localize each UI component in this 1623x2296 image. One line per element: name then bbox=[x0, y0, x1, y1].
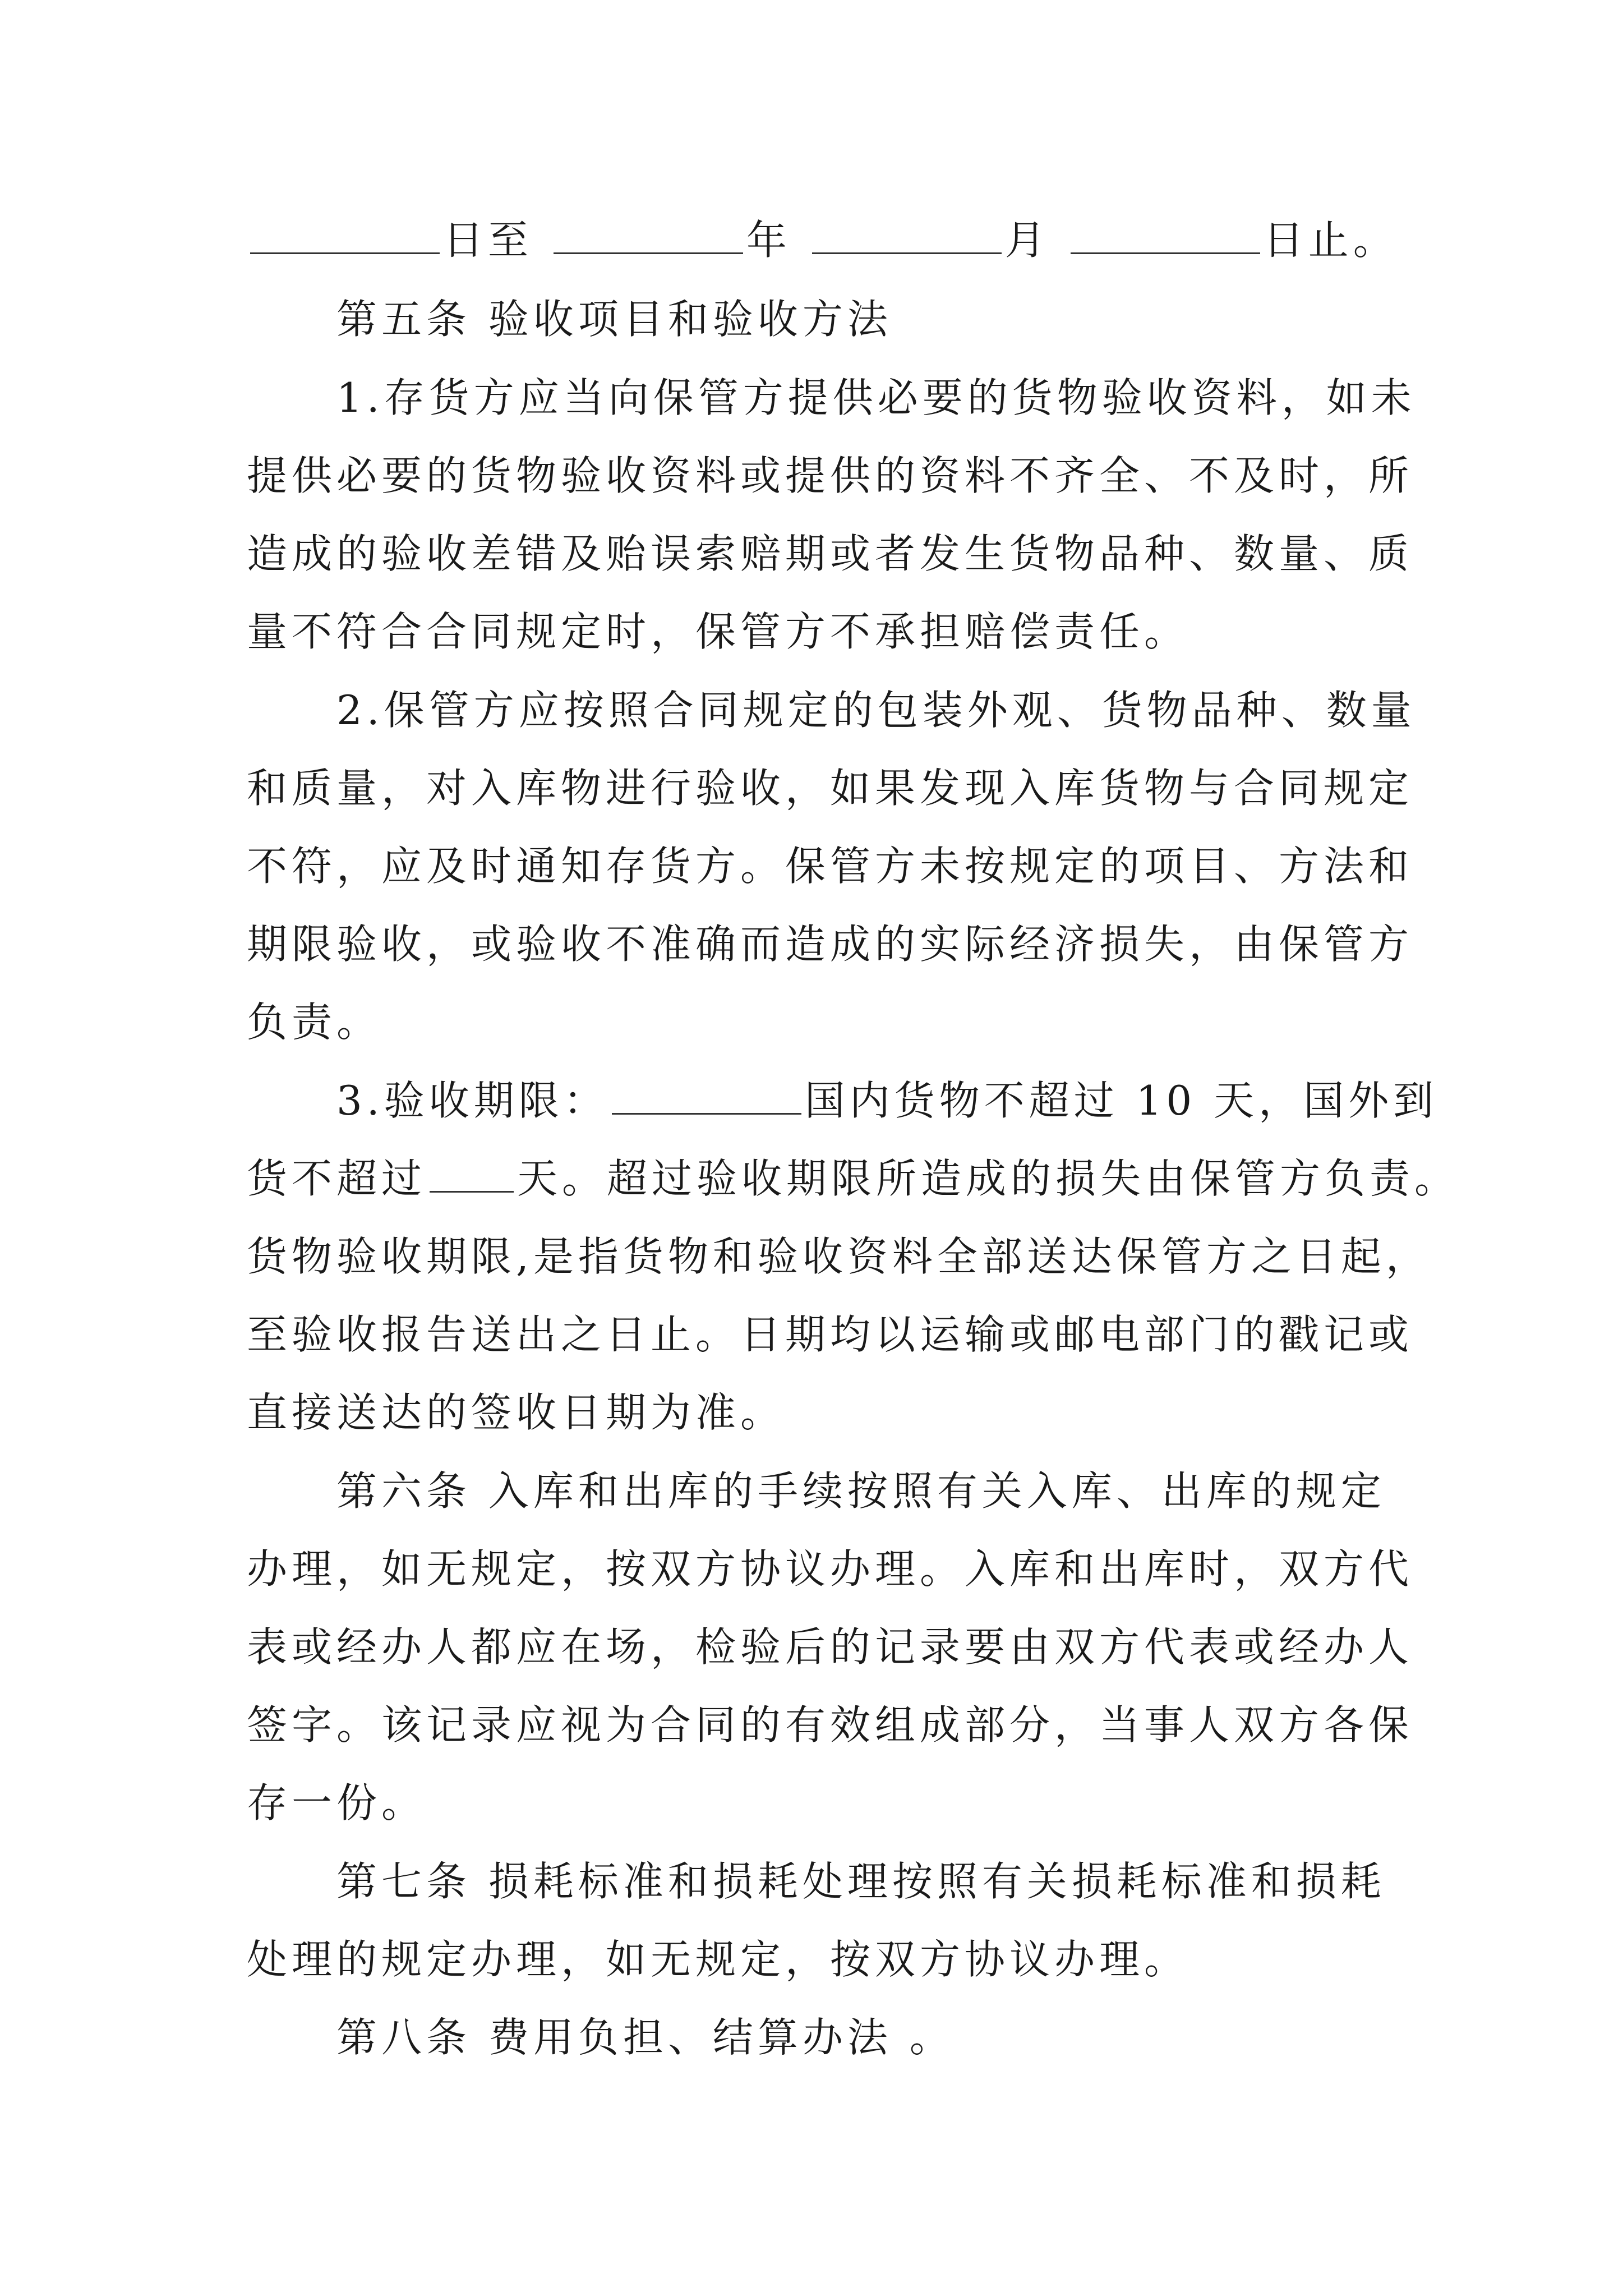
paragraph-line: 期限验收，或验收不准确而造成的实际经济损失，由保管方 bbox=[247, 921, 1414, 968]
paragraph-line: 负责。 bbox=[247, 999, 382, 1046]
paragraph-line: 不符，应及时通知存货方。保管方未按规定的项目、方法和 bbox=[247, 843, 1414, 890]
paragraph-line: 货物验收期限,是指货物和验收资料全部送达保管方之日起， bbox=[247, 1233, 1431, 1280]
text-fragment: 日止。 bbox=[1263, 217, 1398, 264]
blank-field bbox=[1071, 218, 1260, 254]
paragraph-line: 至验收报告送出之日止。日期均以运输或邮电部门的戳记或 bbox=[247, 1311, 1414, 1358]
paragraph-line: 2.保管方应按照合同规定的包装外观、货物品种、数量 bbox=[336, 687, 1416, 734]
paragraph-line: 办理，如无规定，按双方协议办理。入库和出库时，双方代 bbox=[247, 1545, 1414, 1593]
paragraph-line: 造成的验收差错及贻误索赔期或者发生货物品种、数量、质 bbox=[247, 530, 1414, 577]
text-fragment: 3.验收期限： bbox=[336, 1077, 608, 1124]
article-5-heading: 第五条 验收项目和验收方法 bbox=[336, 296, 892, 343]
foreign-period-line bbox=[247, 1151, 1459, 1207]
date-range-line bbox=[247, 212, 1398, 268]
paragraph-line: 签字。该记录应视为合同的有效组成部分，当事人双方各保 bbox=[247, 1701, 1414, 1749]
paragraph-line: 1.存货方应当向保管方提供必要的货物验收资料，如未 bbox=[336, 374, 1416, 421]
blank-field bbox=[812, 218, 1002, 254]
paragraph-line: 和质量，对入库物进行验收，如果发现入库货物与合同规定 bbox=[247, 765, 1414, 812]
text-fragment: 天。超过验收期限所造成的损失由保管方负责。 bbox=[517, 1155, 1460, 1202]
paragraph-line: 量不符合合同规定时，保管方不承担赔偿责任。 bbox=[247, 608, 1189, 655]
blank-field bbox=[612, 1078, 801, 1115]
blank-field bbox=[554, 218, 743, 254]
text-fragment: 货不超过 bbox=[247, 1155, 427, 1202]
paragraph-line: 表或经办人都应在场，检验后的记录要由双方代表或经办人 bbox=[247, 1623, 1414, 1671]
paragraph-line: 存一份。 bbox=[247, 1779, 427, 1826]
paragraph-line: 提供必要的货物验收资料或提供的资料不齐全、不及时，所 bbox=[247, 452, 1414, 499]
article-7-line: 第七条 损耗标准和损耗处理按照有关损耗标准和损耗 bbox=[336, 1858, 1386, 1905]
text-fragment: 国内货物不超过 10 天，国外到 bbox=[804, 1077, 1438, 1124]
blank-field bbox=[250, 218, 440, 254]
article-8-heading: 第八条 费用负担、结算办法 。 bbox=[336, 2014, 955, 2061]
inspection-period-line bbox=[336, 1073, 1438, 1129]
text-fragment: 日至 bbox=[443, 217, 533, 264]
paragraph-line: 直接送达的签收日期为准。 bbox=[247, 1389, 786, 1436]
text-fragment: 月 bbox=[1004, 217, 1050, 264]
blank-field bbox=[430, 1156, 514, 1193]
paragraph-line: 处理的规定办理，如无规定，按双方协议办理。 bbox=[247, 1936, 1189, 1983]
text-fragment: 年 bbox=[746, 217, 791, 264]
article-6-line: 第六条 入库和出库的手续按照有关入库、出库的规定 bbox=[336, 1467, 1386, 1515]
